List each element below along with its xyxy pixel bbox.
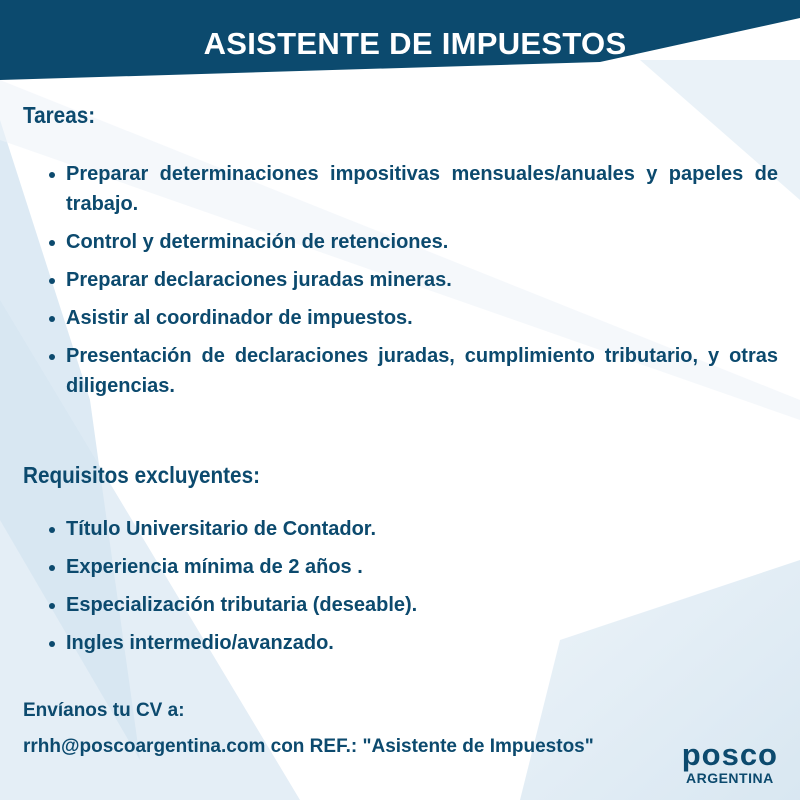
list-item: Preparar declaraciones juradas mineras. — [66, 265, 778, 295]
list-item: Especialización tributaria (deseable). — [66, 590, 778, 620]
list-item: Control y determinación de retenciones. — [66, 227, 778, 257]
contact-label: Envíanos tu CV a: — [23, 700, 185, 721]
tasks-heading: Tareas: — [23, 102, 96, 128]
logo-subtitle: ARGENTINA — [685, 770, 774, 786]
page-title: ASISTENTE DE IMPUESTOS — [203, 26, 627, 61]
list-item: Experiencia mínima de 2 años . — [66, 552, 778, 582]
list-item: Preparar determinaciones impositivas mensuales/anuales y papeles de trabajo. — [66, 159, 778, 219]
tasks-list — [66, 159, 778, 409]
posco-logo — [681, 737, 778, 786]
requirements-list — [66, 514, 778, 666]
list-item: Ingles intermedio/avanzado. — [66, 628, 778, 658]
requirements-heading: Requisitos excluyentes: — [23, 462, 260, 488]
contact-email-ref: rrhh@poscoargentina.com con REF.: "Asistente de Impuestos" — [23, 736, 594, 757]
list-item: Título Universitario de Contador. — [66, 514, 778, 544]
logo-wordmark: posco — [681, 737, 778, 772]
list-item: Presentación de declaraciones juradas, cumplimiento tributario, y otras diligencias. — [66, 341, 778, 401]
list-item: Asistir al coordinador de impuestos. — [66, 303, 778, 333]
